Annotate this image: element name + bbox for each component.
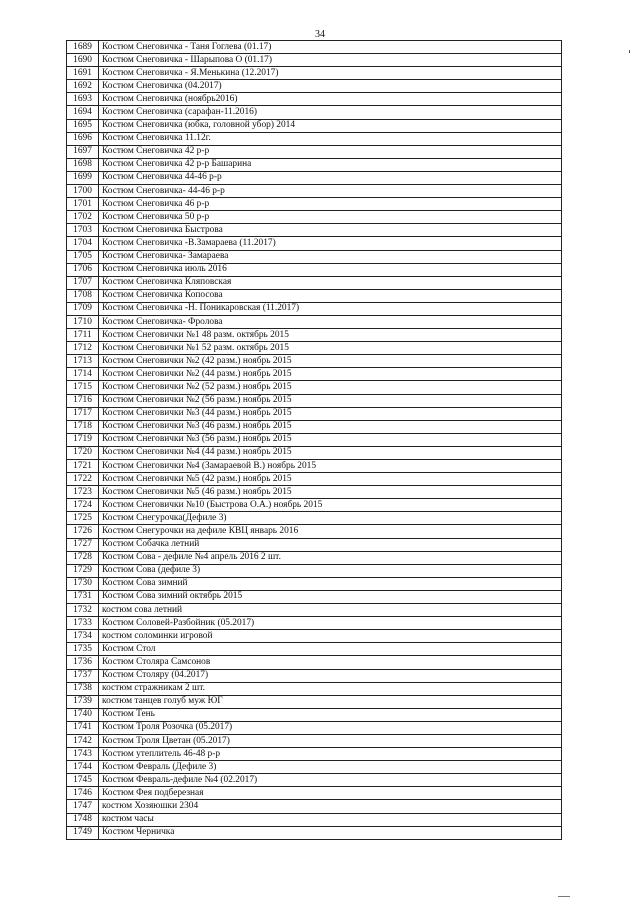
item-number: 1704 bbox=[67, 237, 99, 250]
item-name: Костюм Снеговичка 50 р-р bbox=[99, 211, 562, 224]
item-number: 1711 bbox=[67, 329, 99, 342]
item-name: Костюм Троля Розочка (05.2017) bbox=[99, 721, 562, 734]
table-row bbox=[67, 813, 562, 826]
table-row bbox=[67, 460, 562, 473]
item-name: костюм соломинки игровой bbox=[99, 630, 562, 643]
item-name: костюм стражникам 2 шт. bbox=[99, 682, 562, 695]
item-number: 1733 bbox=[67, 617, 99, 630]
item-name: Костюм Снеговичка (04.2017) bbox=[99, 80, 562, 93]
item-name: Костюм Снеговички №2 (42 разм.) ноябрь 2015 bbox=[99, 355, 562, 368]
item-number: 1729 bbox=[67, 564, 99, 577]
table-row bbox=[67, 119, 562, 132]
item-name: Костюм Снеговичка 42 р-р Башарина bbox=[99, 158, 562, 171]
item-name: Костюм Снеговичка - Я.Менькина (12.2017) bbox=[99, 67, 562, 80]
item-name: Костюм Сова зимний октябрь 2015 bbox=[99, 590, 562, 603]
table-row bbox=[67, 289, 562, 302]
item-number: 1732 bbox=[67, 604, 99, 617]
table-row bbox=[67, 54, 562, 67]
page-number: 34 bbox=[315, 29, 325, 40]
item-number: 1745 bbox=[67, 774, 99, 787]
item-name: Костюм Тень bbox=[99, 708, 562, 721]
item-name: костюм танцев голуб муж ЮГ bbox=[99, 695, 562, 708]
item-number: 1730 bbox=[67, 577, 99, 590]
table-row bbox=[67, 787, 562, 800]
table-row bbox=[67, 329, 562, 342]
item-name: Костюм Черничка bbox=[99, 826, 562, 839]
item-number: 1706 bbox=[67, 263, 99, 276]
table-row bbox=[67, 237, 562, 250]
table-row bbox=[67, 761, 562, 774]
item-name: Костюм Снеговичка (сарафан-11.2016) bbox=[99, 106, 562, 119]
item-name: Костюм Снеговички №4 (44 разм.) ноябрь 2015 bbox=[99, 446, 562, 459]
item-number: 1723 bbox=[67, 486, 99, 499]
table-row bbox=[67, 158, 562, 171]
item-number: 1739 bbox=[67, 695, 99, 708]
item-number: 1707 bbox=[67, 276, 99, 289]
table-row bbox=[67, 80, 562, 93]
item-number: 1703 bbox=[67, 224, 99, 237]
table-row bbox=[67, 617, 562, 630]
table-row bbox=[67, 420, 562, 433]
inventory-table-body bbox=[67, 41, 562, 840]
table-row bbox=[67, 630, 562, 643]
item-number: 1699 bbox=[67, 171, 99, 184]
item-number: 1747 bbox=[67, 800, 99, 813]
table-row bbox=[67, 145, 562, 158]
item-number: 1736 bbox=[67, 656, 99, 669]
item-name: Костюм Снеговичка 42 р-р bbox=[99, 145, 562, 158]
inventory-table bbox=[66, 40, 562, 840]
table-row bbox=[67, 682, 562, 695]
item-number: 1717 bbox=[67, 407, 99, 420]
item-number: 1718 bbox=[67, 420, 99, 433]
item-number: 1694 bbox=[67, 106, 99, 119]
item-name: Костюм Снеговичка Быстрова bbox=[99, 224, 562, 237]
table-row bbox=[67, 604, 562, 617]
item-number: 1713 bbox=[67, 355, 99, 368]
item-name: Костюм Февраль (Дефиле 3) bbox=[99, 761, 562, 774]
item-number: 1700 bbox=[67, 185, 99, 198]
item-name: Костюм Снеговичка- Замараева bbox=[99, 250, 562, 263]
table-row bbox=[67, 708, 562, 721]
item-number: 1724 bbox=[67, 499, 99, 512]
item-name: Костюм Снеговичка (ноябрь2016) bbox=[99, 93, 562, 106]
item-number: 1731 bbox=[67, 590, 99, 603]
table-row bbox=[67, 577, 562, 590]
table-row bbox=[67, 171, 562, 184]
item-name: Костюм Троля Цветан (05.2017) bbox=[99, 734, 562, 747]
item-name: костюм сова летний bbox=[99, 604, 562, 617]
item-number: 1726 bbox=[67, 525, 99, 538]
table-row bbox=[67, 381, 562, 394]
item-name: Костюм Снеговички №5 (42 разм.) ноябрь 2015 bbox=[99, 473, 562, 486]
item-number: 1721 bbox=[67, 460, 99, 473]
item-number: 1748 bbox=[67, 813, 99, 826]
item-number: 1710 bbox=[67, 315, 99, 328]
table-row bbox=[67, 499, 562, 512]
item-name: Костюм Снеговички №4 (Замараевой В.) ноябрь 2015 bbox=[99, 460, 562, 473]
item-number: 1744 bbox=[67, 761, 99, 774]
item-number: 1746 bbox=[67, 787, 99, 800]
item-name: Костюм Снеговичка Кляповская bbox=[99, 276, 562, 289]
item-number: 1709 bbox=[67, 302, 99, 315]
item-number: 1692 bbox=[67, 80, 99, 93]
item-name: Костюм Снеговичка- Фролова bbox=[99, 315, 562, 328]
table-row bbox=[67, 132, 562, 145]
item-name: Костюм Снеговички №2 (56 разм.) ноябрь 2015 bbox=[99, 394, 562, 407]
table-row bbox=[67, 407, 562, 420]
table-row bbox=[67, 512, 562, 525]
table-row bbox=[67, 734, 562, 747]
item-name: Костюм Снеговички №1 52 разм. октябрь 2015 bbox=[99, 342, 562, 355]
item-number: 1719 bbox=[67, 433, 99, 446]
item-number: 1702 bbox=[67, 211, 99, 224]
item-name: Костюм Снеговичка - Таня Гоглева (01.17) bbox=[99, 41, 562, 54]
item-number: 1743 bbox=[67, 748, 99, 761]
table-row bbox=[67, 185, 562, 198]
table-row bbox=[67, 774, 562, 787]
item-number: 1701 bbox=[67, 198, 99, 211]
table-row bbox=[67, 394, 562, 407]
table-row bbox=[67, 355, 562, 368]
item-number: 1689 bbox=[67, 41, 99, 54]
table-row bbox=[67, 695, 562, 708]
item-number: 1720 bbox=[67, 446, 99, 459]
scan-mark bbox=[629, 50, 630, 53]
table-row bbox=[67, 473, 562, 486]
item-number: 1690 bbox=[67, 54, 99, 67]
table-row bbox=[67, 315, 562, 328]
item-number: 1734 bbox=[67, 630, 99, 643]
item-number: 1741 bbox=[67, 721, 99, 734]
item-name: Костюм Снеговички №2 (52 разм.) ноябрь 2015 bbox=[99, 381, 562, 394]
item-name: костюм часы bbox=[99, 813, 562, 826]
item-number: 1695 bbox=[67, 119, 99, 132]
item-name: Костюм Снеговичка 44-46 р-р bbox=[99, 171, 562, 184]
table-row bbox=[67, 748, 562, 761]
table-row bbox=[67, 656, 562, 669]
table-row bbox=[67, 41, 562, 54]
item-number: 1708 bbox=[67, 289, 99, 302]
item-number: 1737 bbox=[67, 669, 99, 682]
table-row bbox=[67, 525, 562, 538]
item-name: Костюм Снеговички №3 (56 разм.) ноябрь 2015 bbox=[99, 433, 562, 446]
item-number: 1716 bbox=[67, 394, 99, 407]
table-row bbox=[67, 368, 562, 381]
item-name: Костюм Снеговички №1 48 разм. октябрь 2015 bbox=[99, 329, 562, 342]
item-name: костюм Хозяюшки 2304 bbox=[99, 800, 562, 813]
item-name: Костюм Снеговичка -Н. Поникаровская (11.2017) bbox=[99, 302, 562, 315]
table-row bbox=[67, 224, 562, 237]
item-name: Костюм Снеговичка июль 2016 bbox=[99, 263, 562, 276]
item-number: 1714 bbox=[67, 368, 99, 381]
item-name: Костюм Стол bbox=[99, 643, 562, 656]
table-row bbox=[67, 551, 562, 564]
table-row bbox=[67, 263, 562, 276]
item-name: Костюм Собачка летний bbox=[99, 538, 562, 551]
item-name: Костюм Столяру (04.2017) bbox=[99, 669, 562, 682]
item-number: 1693 bbox=[67, 93, 99, 106]
item-name: Костюм Снеговичка (юбка, головной убор) 2014 bbox=[99, 119, 562, 132]
item-number: 1705 bbox=[67, 250, 99, 263]
item-name: Костюм Сова - дефиле №4 апрель 2016 2 шт. bbox=[99, 551, 562, 564]
item-number: 1698 bbox=[67, 158, 99, 171]
item-name: Костюм Снеговичка 11.12г. bbox=[99, 132, 562, 145]
item-name: Костюм Снегурочка(Дефиле 3) bbox=[99, 512, 562, 525]
table-row bbox=[67, 721, 562, 734]
item-number: 1691 bbox=[67, 67, 99, 80]
item-number: 1696 bbox=[67, 132, 99, 145]
item-name: Костюм Сова (дефиле 3) bbox=[99, 564, 562, 577]
item-name: Костюм Снеговичка - Шарыпова О (01.17) bbox=[99, 54, 562, 67]
item-name: Костюм Снеговичка 46 р-р bbox=[99, 198, 562, 211]
item-name: Костюм Февраль-дефиле №4 (02.2017) bbox=[99, 774, 562, 787]
item-name: Костюм Снеговичка -В.Замараева (11.2017) bbox=[99, 237, 562, 250]
table-row bbox=[67, 302, 562, 315]
item-name: Костюм Снеговички №10 (Быстрова О.А.) ноябрь 2015 bbox=[99, 499, 562, 512]
item-name: Костюм Снеговички №2 (44 разм.) ноябрь 2015 bbox=[99, 368, 562, 381]
item-name: Костюм Соловей-Разбойник (05.2017) bbox=[99, 617, 562, 630]
item-name: Костюм Фея подберезная bbox=[99, 787, 562, 800]
item-name: Костюм Снеговички №3 (44 разм.) ноябрь 2015 bbox=[99, 407, 562, 420]
item-name: Костюм Сова зимний bbox=[99, 577, 562, 590]
table-row bbox=[67, 198, 562, 211]
item-name: Костюм Снегурочки на дефиле КВЦ январь 2016 bbox=[99, 525, 562, 538]
table-row bbox=[67, 800, 562, 813]
item-number: 1742 bbox=[67, 734, 99, 747]
scan-mark bbox=[558, 896, 570, 897]
item-number: 1740 bbox=[67, 708, 99, 721]
item-number: 1738 bbox=[67, 682, 99, 695]
item-number: 1697 bbox=[67, 145, 99, 158]
table-row bbox=[67, 93, 562, 106]
table-row bbox=[67, 669, 562, 682]
item-number: 1715 bbox=[67, 381, 99, 394]
table-row bbox=[67, 250, 562, 263]
item-number: 1712 bbox=[67, 342, 99, 355]
table-row bbox=[67, 564, 562, 577]
table-row bbox=[67, 67, 562, 80]
item-name: Костюм Столяра Самсонов bbox=[99, 656, 562, 669]
item-name: Костюм Снеговички №3 (46 разм.) ноябрь 2015 bbox=[99, 420, 562, 433]
table-row bbox=[67, 590, 562, 603]
item-number: 1727 bbox=[67, 538, 99, 551]
table-row bbox=[67, 538, 562, 551]
table-row bbox=[67, 342, 562, 355]
item-number: 1725 bbox=[67, 512, 99, 525]
table-row bbox=[67, 276, 562, 289]
table-row bbox=[67, 211, 562, 224]
item-number: 1749 bbox=[67, 826, 99, 839]
table-row bbox=[67, 826, 562, 839]
table-row bbox=[67, 643, 562, 656]
table-row bbox=[67, 106, 562, 119]
table-row bbox=[67, 446, 562, 459]
item-number: 1722 bbox=[67, 473, 99, 486]
item-name: Костюм Снеговички №5 (46 разм.) ноябрь 2015 bbox=[99, 486, 562, 499]
item-number: 1735 bbox=[67, 643, 99, 656]
table-row bbox=[67, 486, 562, 499]
item-name: Костюм Снеговичка Копосова bbox=[99, 289, 562, 302]
item-name: Костюм Снеговичка- 44-46 р-р bbox=[99, 185, 562, 198]
table-row bbox=[67, 433, 562, 446]
item-name: Костюм утеплитель 46-48 р-р bbox=[99, 748, 562, 761]
item-number: 1728 bbox=[67, 551, 99, 564]
